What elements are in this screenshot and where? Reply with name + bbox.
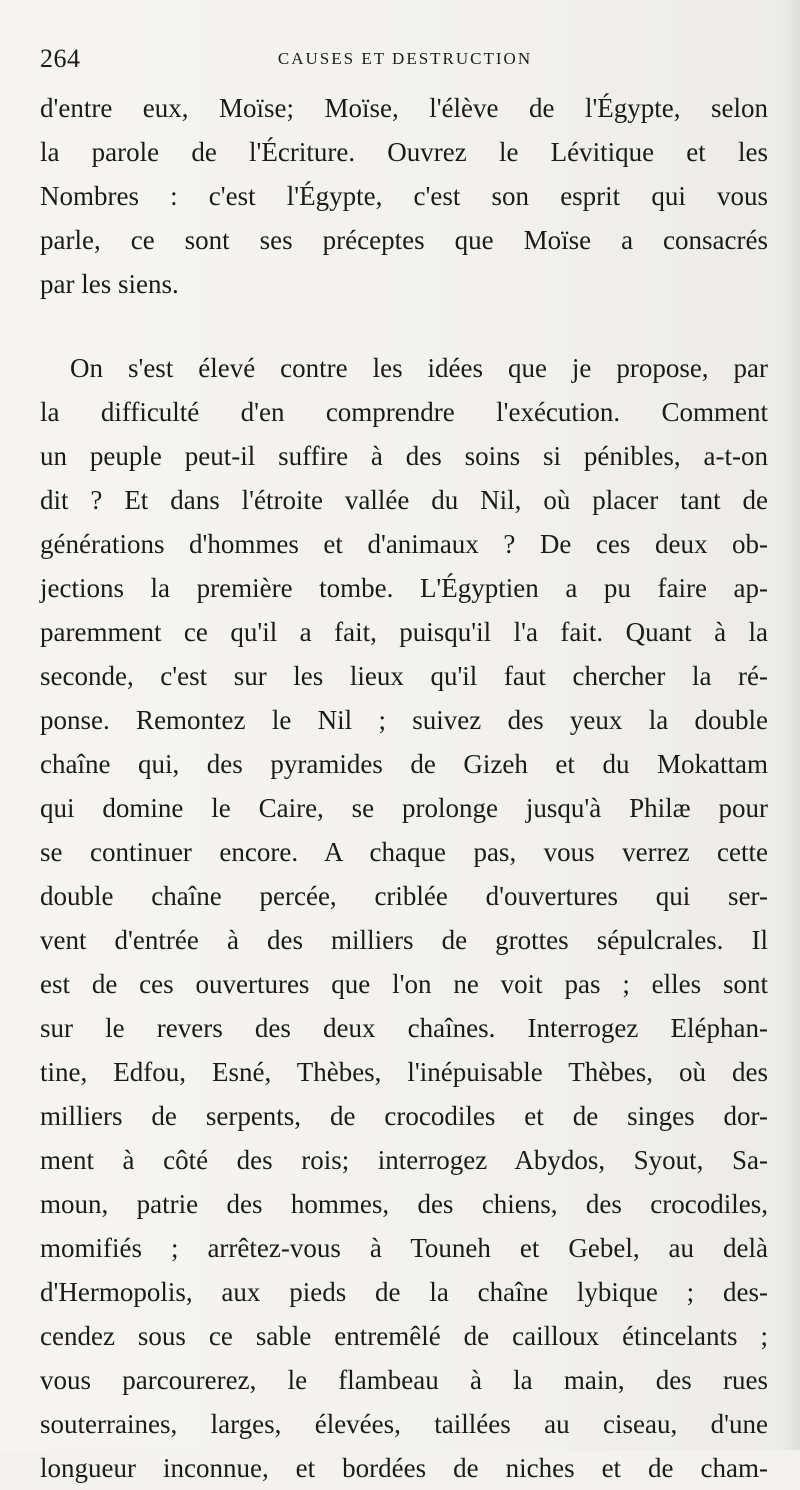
text-line: est de ces ouvertures que l'on ne voit pas ; elles sont	[40, 969, 768, 999]
text-line: dit ? Et dans l'étroite vallée du Nil, où placer tant de	[40, 485, 768, 515]
text-line: qui domine le Caire, se prolonge jusqu'à Philæ pour	[40, 793, 768, 823]
text-line: d'entre eux, Moïse; Moïse, l'élève de l'Égypte, selon	[40, 93, 768, 123]
text-line: paremment ce qu'il a fait, puisqu'il l'a fait. Quant à la	[40, 617, 768, 647]
text-line: sur le revers des deux chaînes. Interrogez Eléphan-	[40, 1013, 768, 1043]
paragraph-gap	[40, 306, 768, 346]
running-title: CAUSES ET DESTRUCTION	[277, 49, 533, 68]
text-line: double chaîne percée, criblée d'ouvertures qui ser-	[40, 881, 768, 911]
text-line: la difficulté d'en comprendre l'exécution. Comment	[40, 397, 768, 427]
text-line: parle, ce sont ses préceptes que Moïse a consacrés	[40, 225, 768, 255]
text-line: tine, Edfou, Esné, Thèbes, l'inépuisable Thèbes, où des	[40, 1057, 768, 1087]
text-line: d'Hermopolis, aux pieds de la chaîne lybique ; des-	[40, 1277, 768, 1307]
text-line: milliers de serpents, de crocodiles et de singes dor-	[40, 1101, 768, 1131]
text-line: souterraines, larges, élevées, taillées au ciseau, d'une	[40, 1409, 768, 1439]
text-line: la parole de l'Écriture. Ouvrez le Lévitique et les	[40, 137, 768, 167]
page-edge-shadow	[782, 0, 800, 1450]
text-line: un peuple peut-il suffire à des soins si pénibles, a-t-on	[40, 441, 768, 471]
text-line: vent d'entrée à des milliers de grottes sépulcrales. Il	[40, 925, 768, 955]
text-line: vous parcourerez, le flambeau à la main, des rues	[40, 1365, 768, 1395]
body-text	[40, 86, 768, 1490]
text-line: ponse. Remontez le Nil ; suivez des yeux la double	[40, 705, 768, 735]
text-line: Nombres : c'est l'Égypte, c'est son esprit qui vous	[40, 181, 768, 211]
text-line: seconde, c'est sur les lieux qu'il faut chercher la ré-	[40, 661, 768, 691]
text-line: cendez sous ce sable entremêlé de cailloux étincelants ;	[40, 1321, 768, 1351]
text-line: On s'est élevé contre les idées que je propose, par	[70, 353, 768, 383]
text-line: chaîne qui, des pyramides de Gizeh et du Mokattam	[40, 749, 768, 779]
text-line: se continuer encore. A chaque pas, vous verrez cette	[40, 837, 768, 867]
text-line: ment à côté des rois; interrogez Abydos, Syout, Sa-	[40, 1145, 768, 1175]
text-line: par les siens.	[40, 269, 179, 299]
text-line: jections la première tombe. L'Égyptien a pu faire ap-	[40, 573, 768, 603]
text-line: momifiés ; arrêtez-vous à Touneh et Gebel, au delà	[40, 1233, 768, 1263]
text-line: générations d'hommes et d'animaux ? De ces deux ob-	[40, 529, 768, 559]
text-line: moun, patrie des hommes, des chiens, des crocodiles,	[40, 1189, 768, 1219]
page-number: 264	[40, 44, 81, 73]
text-line: longueur inconnue, et bordées de niches et de cham-	[40, 1453, 768, 1483]
running-head	[40, 44, 770, 80]
